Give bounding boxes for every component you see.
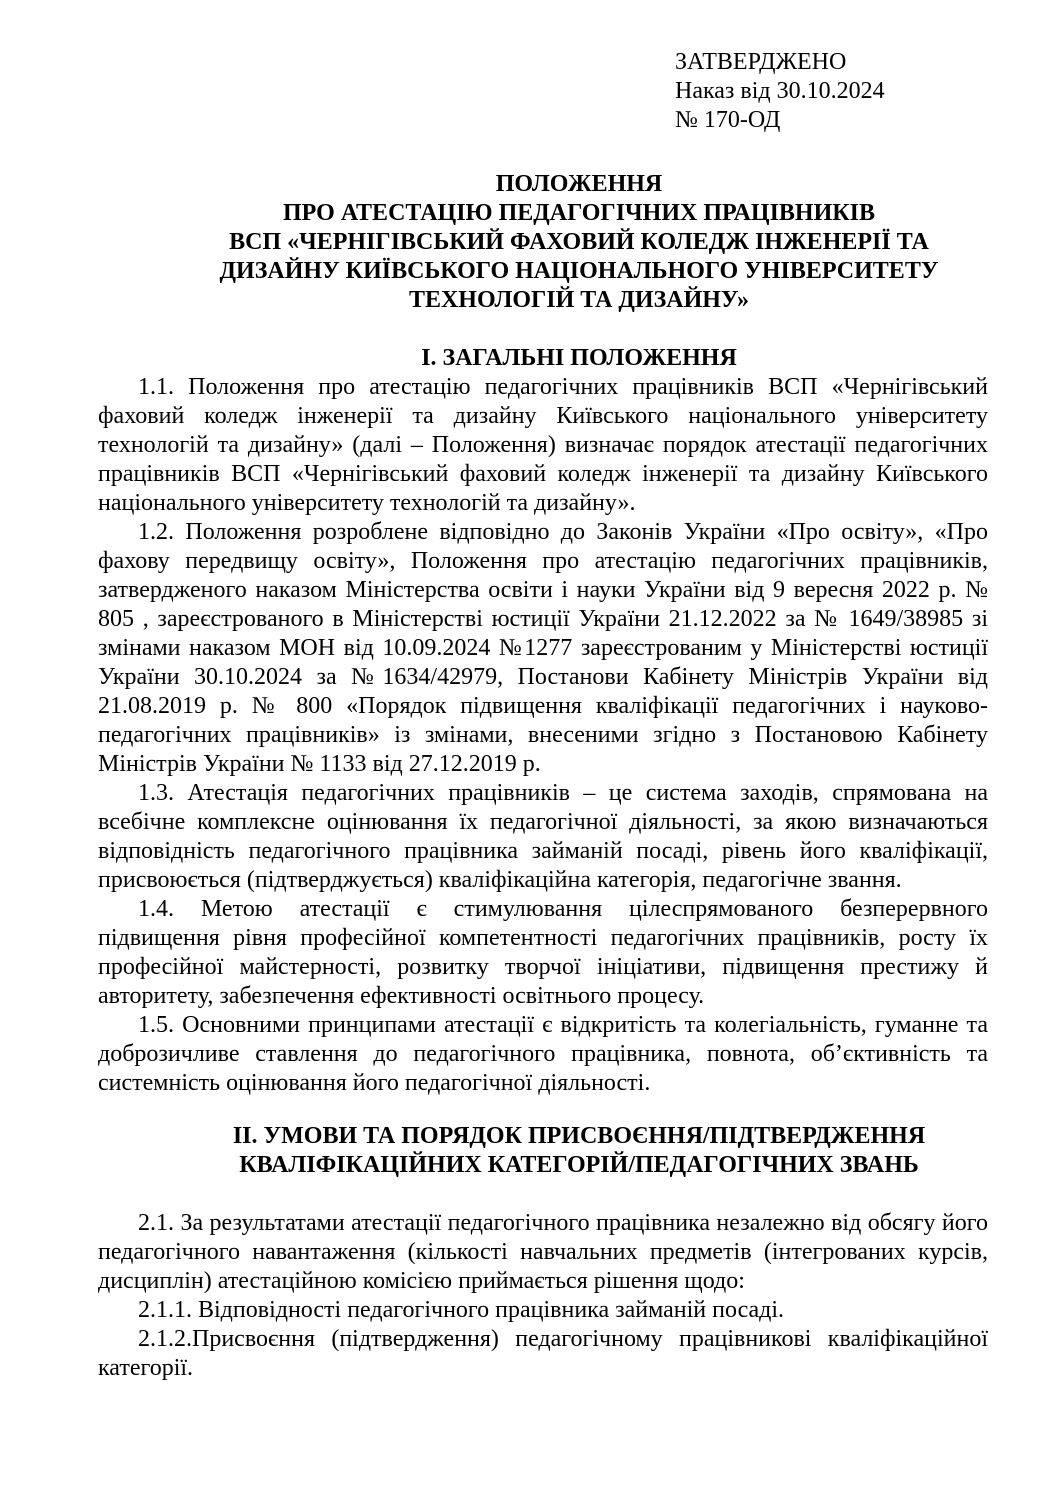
paragraph-1-3: 1.3. Атестація педагогічних працівників – це система заходів, спрямована на всебічне комплексне оцінювання їх педагогічної діяльності, за якою визначаються відповідність педагогічного працівника займаній посаді, рівень його кваліфікації, присвоюється (підтверджується) кваліфікаційна категорія, педагогічне звання. xyxy=(98,780,988,893)
paragraph-2-1-2: 2.1.2.Присвоєння (підтвердження) педагогічному працівникові кваліфікаційної категорії. xyxy=(98,1326,988,1381)
paragraph-2-1-1: 2.1.1. Відповідності педагогічного працівника займаній посаді. xyxy=(138,1297,785,1323)
section-2-heading-line: ІІ. УМОВИ ТА ПОРЯДОК ПРИСВОЄННЯ/ПІДТВЕРДЖЕННЯ xyxy=(232,1123,926,1149)
paragraph-2-1: 2.1. За результатами атестації педагогічного працівника незалежно від обсягу його педагогічного навантаження (кількості навчальних предметів (інтегрованих курсів, дисциплін) атестаційною комісією приймається рішення щодо: xyxy=(98,1210,988,1294)
section-2-heading-line: КВАЛІФІКАЦІЙНИХ КАТЕГОРІЙ/ПЕДАГОГІЧНИХ ЗВАНЬ xyxy=(239,1152,919,1178)
paragraph-1-5: 1.5. Основними принципами атестації є відкритість та колегіальність, гуманне та доброзичливе ставлення до педагогічного працівника, повнота, об’єктивність та системність оцінювання його педагогічної діяльності. xyxy=(98,1012,988,1096)
title-line: ПОЛОЖЕННЯ xyxy=(495,171,663,197)
approval-block xyxy=(675,48,988,135)
section-1-heading: І. ЗАГАЛЬНІ ПОЛОЖЕННЯ xyxy=(421,345,737,371)
title-line: ВСП «ЧЕРНІГІВСЬКИЙ ФАХОВИЙ КОЛЕДЖ ІНЖЕНЕРІЇ ТА xyxy=(229,229,929,255)
title-line: ТЕХНОЛОГІЙ ТА ДИЗАЙНУ» xyxy=(408,287,750,313)
title-line: ПРО АТЕСТАЦІЮ ПЕДАГОГІЧНИХ ПРАЦІВНИКІВ xyxy=(282,200,876,226)
approval-stamp-label: ЗАТВЕРДЖЕНО xyxy=(675,49,847,75)
title-line: ДИЗАЙНУ КИЇВСЬКОГО НАЦІОНАЛЬНОГО УНІВЕРСИТЕТУ xyxy=(219,258,939,284)
paragraph-1-4: 1.4. Метою атестації є стимулювання цілеспрямованого безперервного підвищення рівня професійної компетентності педагогічних працівників, росту їх професійної майстерності, розвитку творчої ініціативи, підвищення престижу й авторитету, забезпечення ефективності освітнього процесу. xyxy=(98,896,988,1009)
paragraph-1-2: 1.2. Положення розроблене відповідно до Законів України «Про освіту», «Про фахову передвищу освіту», Положення про атестацію педагогічних працівників, затвердженого наказом Міністерства освіти і науки України від 9 вересня 2022 р. № 805 , зареєстрованого в Міністерстві юстиції України 21.12.2022 за № 1649/38985 зі змінами наказом МОН від 10.09.2024 №1277 зареєстрованим у Міністерстві юстиції України 30.10.2024 за №1634/42979, Постанови Кабінету Міністрів України від 21.08.2019 р. № 800 «Порядок підвищення кваліфікації педагогічних і науково-педагогічних працівників» із змінами, внесеними згідно з Постановою Кабінету Міністрів України № 1133 від 27.12.2019 р. xyxy=(98,519,988,777)
approval-order-number: № 170-ОД xyxy=(675,107,781,133)
section-2-heading xyxy=(170,1122,988,1180)
document-title xyxy=(170,170,988,315)
paragraph-1-1: 1.1. Положення про атестацію педагогічних працівників ВСП «Чернігівський фаховий коледж інженерії та дизайну Київського національного університету технологій та дизайну» (далі – Положення) визначає порядок атестації педагогічних працівників ВСП «Чернігівський фаховий коледж інженерії та дизайну Київського національного університету технологій та дизайну». xyxy=(98,374,988,516)
approval-order-date: Наказ від 30.10.2024 xyxy=(675,78,885,104)
